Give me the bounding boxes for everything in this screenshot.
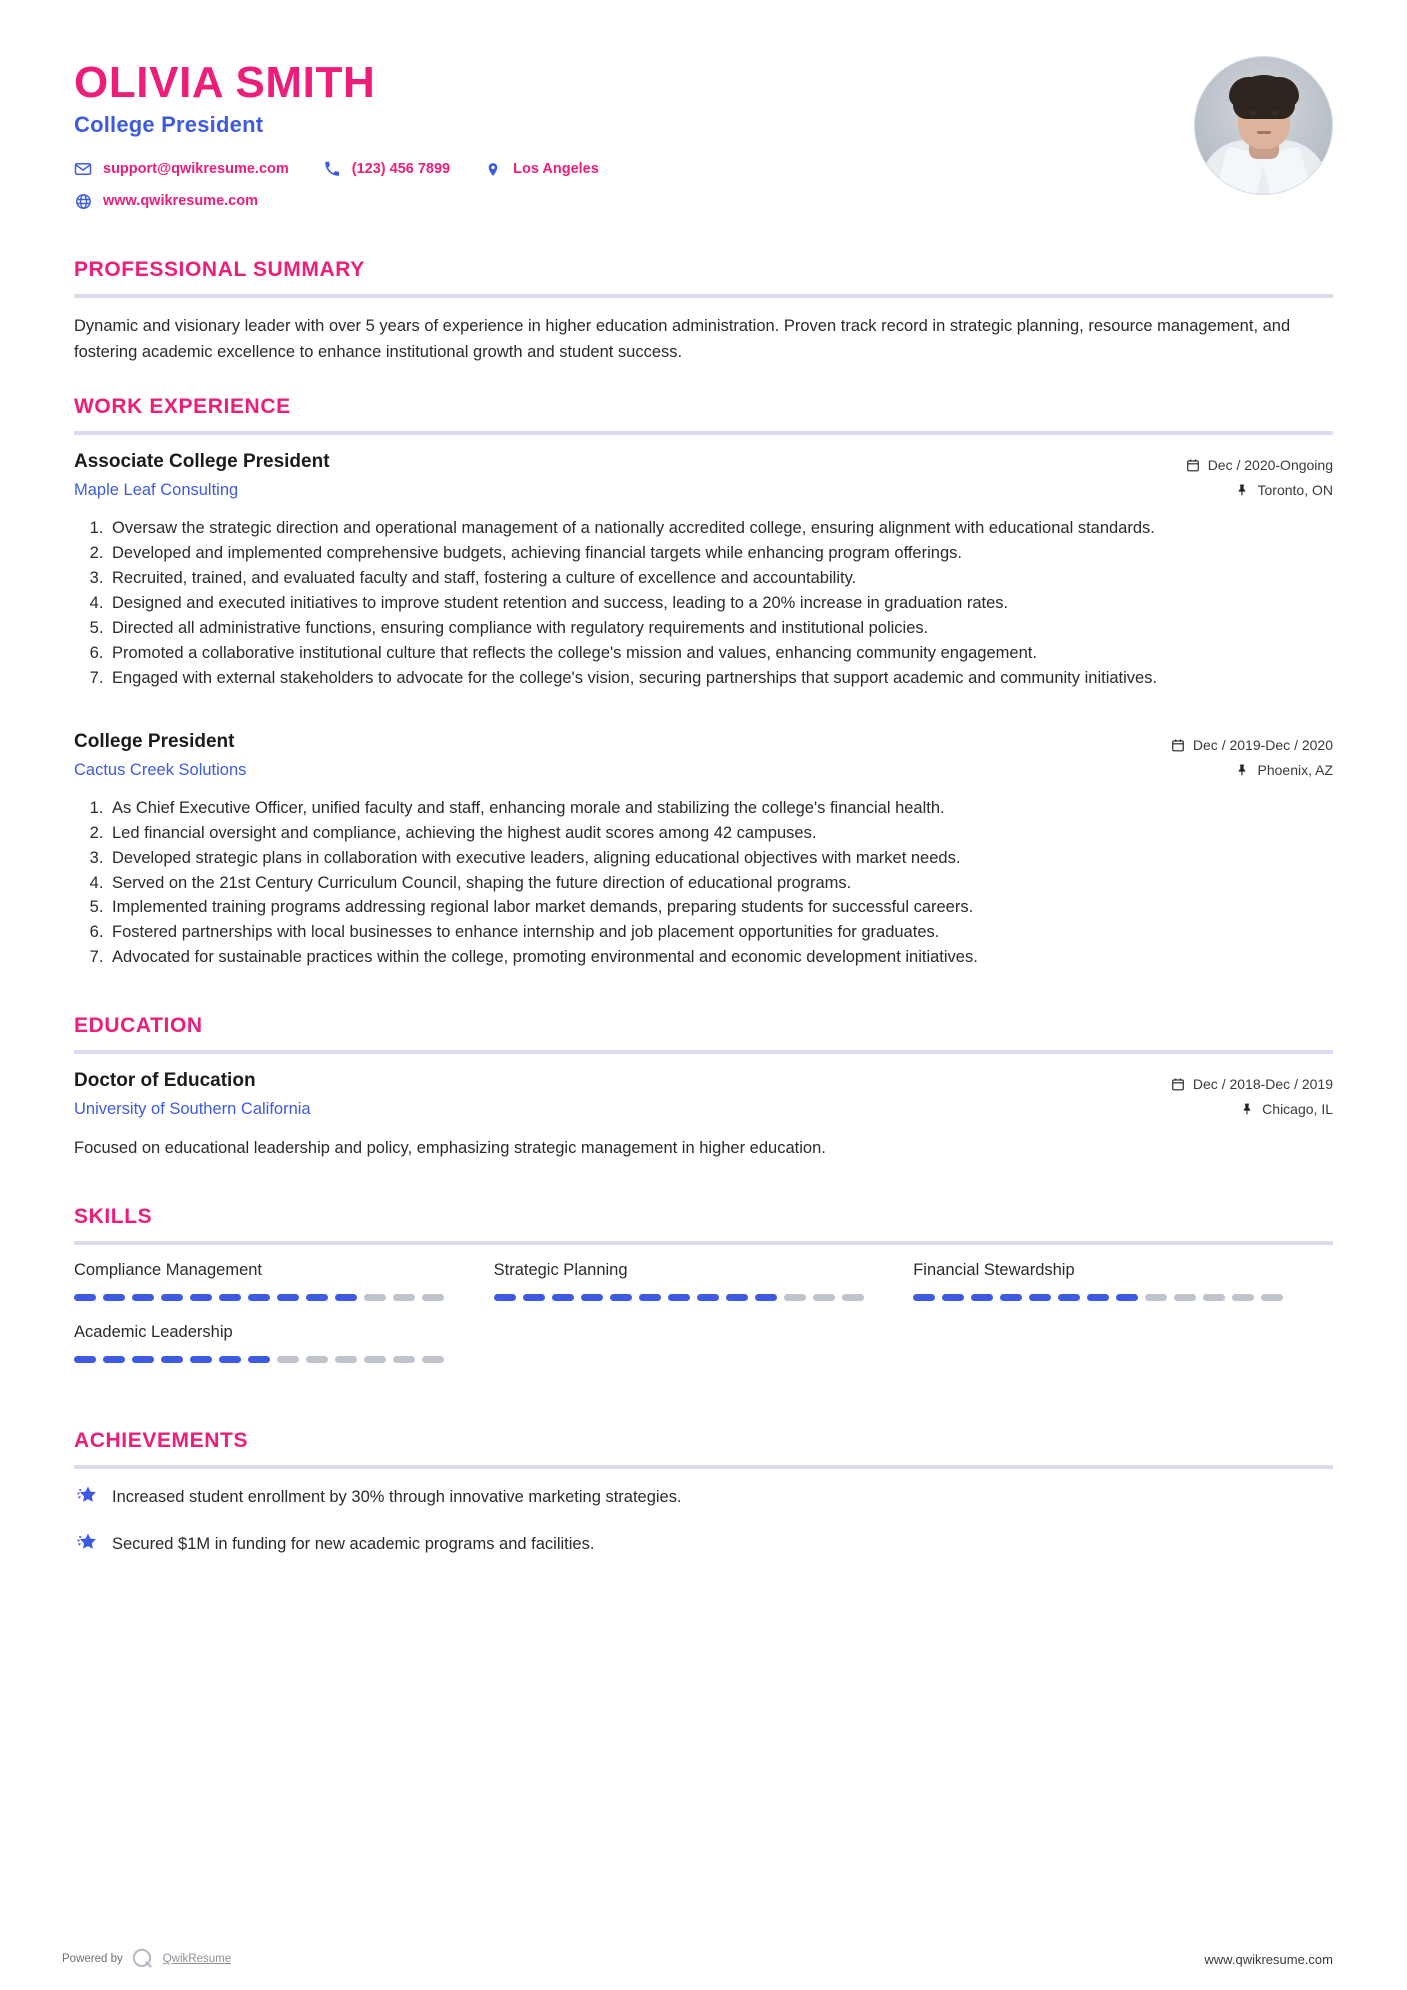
summary-text: Dynamic and visionary leader with over 5 years of experience in higher education administration. Proven track record in strategic planning, resource management, and fostering academic excellence to enhance institutional growth and student success. bbox=[74, 317, 1291, 361]
list-item: 5. Directed all administrative functions, ensuring compliance with regulatory requirements and institutional policies. bbox=[108, 617, 1333, 641]
skill-segment bbox=[639, 1294, 661, 1301]
skill-item bbox=[494, 1261, 914, 1301]
list-item: 1. As Chief Executive Officer, unified faculty and staff, enhancing morale and stabilizing the college's financial health. bbox=[108, 797, 1333, 821]
pushpin-icon bbox=[1236, 763, 1250, 777]
section-divider bbox=[74, 1050, 1333, 1054]
list-item bbox=[74, 1532, 1333, 1557]
experience-entry bbox=[74, 731, 1333, 970]
contact-phone[interactable] bbox=[323, 160, 450, 178]
skill-segment bbox=[1232, 1294, 1254, 1301]
skill-segment bbox=[393, 1356, 415, 1363]
experience-entry-left bbox=[74, 451, 1186, 504]
list-item: 7. Advocated for sustainable practices within the college, promoting environmental and economic development initiatives. bbox=[108, 946, 1333, 970]
list-item: 4. Served on the 21st Century Curriculum Council, shaping the future direction of educational programs. bbox=[108, 872, 1333, 896]
experience-entry-right bbox=[1171, 731, 1333, 787]
contact-website[interactable] bbox=[74, 192, 258, 210]
contact-phone-label: (123) 456 7899 bbox=[351, 161, 451, 178]
list-item: 2. Developed and implemented comprehensive budgets, achieving financial targets while enhancing program offerings. bbox=[108, 542, 1333, 566]
list-item bbox=[74, 1485, 1333, 1510]
skill-label: Compliance Management bbox=[74, 1260, 263, 1279]
skill-segment bbox=[1174, 1294, 1196, 1301]
section-title-education: EDUCATION bbox=[74, 1014, 203, 1038]
avatar bbox=[1194, 56, 1333, 195]
experience-job-title: College President bbox=[74, 730, 235, 752]
section-divider bbox=[74, 1241, 1333, 1245]
list-item: 2. Led financial oversight and compliance, achieving the highest audit scores among 42 campuses. bbox=[108, 822, 1333, 846]
map-pin-icon bbox=[484, 160, 502, 178]
skill-segment bbox=[219, 1356, 241, 1363]
list-item: 7. Engaged with external stakeholders to advocate for the college's vision, securing partnerships that support academic and community initiatives. bbox=[108, 667, 1333, 691]
skill-segment bbox=[581, 1294, 603, 1301]
skill-segment bbox=[494, 1294, 516, 1301]
skill-segment bbox=[306, 1294, 328, 1301]
skill-segment bbox=[1000, 1294, 1022, 1301]
experience-entry-left bbox=[74, 731, 1171, 784]
skill-segment bbox=[697, 1294, 719, 1301]
skill-item bbox=[74, 1323, 494, 1363]
section-education bbox=[74, 1014, 1333, 1161]
experience-location-label: Phoenix, AZ bbox=[1257, 761, 1333, 778]
section-achievements bbox=[74, 1429, 1333, 1557]
skill-segment bbox=[364, 1356, 386, 1363]
skill-segment bbox=[942, 1294, 964, 1301]
skill-segment bbox=[132, 1356, 154, 1363]
experience-date bbox=[1171, 737, 1333, 753]
skill-segment bbox=[161, 1294, 183, 1301]
experience-location-label: Toronto, ON bbox=[1257, 482, 1333, 499]
experience-entry-header bbox=[74, 731, 1333, 787]
skill-segment bbox=[1203, 1294, 1225, 1301]
experience-entry bbox=[74, 451, 1333, 690]
header-left-column bbox=[74, 52, 1194, 224]
skill-segment bbox=[1261, 1294, 1283, 1301]
contact-row-primary bbox=[74, 160, 1194, 178]
section-title-summary: PROFESSIONAL SUMMARY bbox=[74, 258, 365, 282]
pushpin-icon bbox=[1236, 483, 1250, 497]
skill-rating-bar bbox=[74, 1356, 460, 1363]
avatar-image bbox=[1195, 57, 1332, 194]
skill-item bbox=[913, 1261, 1333, 1301]
qwikresume-logo-icon bbox=[130, 1946, 156, 1972]
skill-segment bbox=[132, 1294, 154, 1301]
skill-segment bbox=[190, 1356, 212, 1363]
skill-segment bbox=[842, 1294, 864, 1301]
skill-segment bbox=[552, 1294, 574, 1301]
contact-website-label: www.qwikresume.com bbox=[103, 193, 258, 210]
page-footer bbox=[62, 1946, 1333, 1972]
skill-segment bbox=[335, 1294, 357, 1301]
skill-segment bbox=[335, 1356, 357, 1363]
skill-segment bbox=[277, 1356, 299, 1363]
experience-entry-right bbox=[1186, 451, 1333, 507]
list-item: 1. Oversaw the strategic direction and operational management of a nationally accredited college, ensuring alignment with educational standards. bbox=[108, 517, 1333, 541]
skill-segment bbox=[1145, 1294, 1167, 1301]
skill-segment bbox=[364, 1294, 386, 1301]
section-divider bbox=[74, 294, 1333, 298]
experience-job-title: Associate College President bbox=[74, 451, 330, 473]
education-degree: Doctor of Education bbox=[74, 1070, 256, 1092]
education-date-label: Dec / 2018-Dec / 2019 bbox=[1192, 1076, 1333, 1093]
skill-segment bbox=[190, 1294, 212, 1301]
skill-segment bbox=[523, 1294, 545, 1301]
skill-segment bbox=[248, 1294, 270, 1301]
education-entry-left bbox=[74, 1070, 1171, 1123]
skill-segment bbox=[219, 1294, 241, 1301]
experience-date bbox=[1186, 457, 1333, 473]
section-skills bbox=[74, 1205, 1333, 1385]
contact-location bbox=[484, 160, 599, 178]
skill-rating-bar bbox=[494, 1294, 880, 1301]
list-item: 3. Recruited, trained, and evaluated faculty and staff, fostering a culture of excellence and accountability. bbox=[108, 567, 1333, 591]
skill-segment bbox=[422, 1294, 444, 1301]
skill-segment bbox=[813, 1294, 835, 1301]
experience-bullet-list bbox=[74, 797, 1333, 970]
list-item: 3. Developed strategic plans in collaboration with executive leaders, aligning educational objectives with market needs. bbox=[108, 847, 1333, 871]
education-date bbox=[1171, 1076, 1333, 1092]
job-role-subtitle: College President bbox=[74, 112, 264, 138]
skill-segment bbox=[971, 1294, 993, 1301]
skill-segment bbox=[1029, 1294, 1051, 1301]
achievement-text: Increased student enrollment by 30% through innovative marketing strategies. bbox=[112, 1487, 682, 1506]
section-divider bbox=[74, 431, 1333, 435]
footer-powered-by-label: Powered by bbox=[62, 1953, 123, 1965]
skill-label: Financial Stewardship bbox=[913, 1260, 1075, 1279]
list-item: 4. Designed and executed initiatives to improve student retention and success, leading to a 20% increase in graduation rates. bbox=[108, 592, 1333, 616]
footer-brand-label[interactable]: QwikResume bbox=[162, 1953, 232, 1965]
page-title: OLIVIA SMITH bbox=[74, 58, 376, 107]
calendar-icon bbox=[1171, 738, 1185, 752]
footer-branding bbox=[62, 1946, 231, 1972]
calendar-icon bbox=[1171, 1077, 1185, 1091]
skill-rating-bar bbox=[913, 1294, 1299, 1301]
pushpin-icon bbox=[1240, 1102, 1254, 1116]
resume-header bbox=[74, 52, 1333, 224]
envelope-icon bbox=[74, 160, 92, 178]
experience-date-label: Dec / 2020-Ongoing bbox=[1207, 457, 1333, 474]
education-entry bbox=[74, 1070, 1333, 1161]
experience-location bbox=[1186, 482, 1333, 498]
skill-segment bbox=[913, 1294, 935, 1301]
achievement-text: Secured $1M in funding for new academic programs and facilities. bbox=[112, 1534, 595, 1553]
section-work-experience bbox=[74, 395, 1333, 970]
section-divider bbox=[74, 1465, 1333, 1469]
skill-segment bbox=[1116, 1294, 1138, 1301]
education-location-label: Chicago, IL bbox=[1262, 1101, 1333, 1118]
skill-rating-bar bbox=[74, 1294, 460, 1301]
skill-segment bbox=[103, 1294, 125, 1301]
contact-row-secondary bbox=[74, 192, 1194, 210]
skill-segment bbox=[306, 1356, 328, 1363]
skill-segment bbox=[610, 1294, 632, 1301]
experience-date-label: Dec / 2019-Dec / 2020 bbox=[1192, 736, 1333, 753]
skill-segment bbox=[422, 1356, 444, 1363]
skill-segment bbox=[103, 1356, 125, 1363]
section-title-experience: WORK EXPERIENCE bbox=[74, 395, 291, 419]
skill-segment bbox=[784, 1294, 806, 1301]
skill-item bbox=[74, 1261, 494, 1301]
calendar-icon bbox=[1186, 458, 1200, 472]
education-entry-right bbox=[1171, 1070, 1333, 1126]
skill-segment bbox=[1087, 1294, 1109, 1301]
skill-segment bbox=[74, 1356, 96, 1363]
skill-segment bbox=[161, 1356, 183, 1363]
footer-website[interactable]: www.qwikresume.com bbox=[1204, 1951, 1333, 1967]
star-icon bbox=[74, 1484, 98, 1508]
section-title-skills: SKILLS bbox=[74, 1204, 153, 1228]
experience-company: Maple Leaf Consulting bbox=[74, 481, 239, 500]
skill-segment bbox=[277, 1294, 299, 1301]
skill-segment bbox=[74, 1294, 96, 1301]
skill-segment bbox=[393, 1294, 415, 1301]
skills-grid bbox=[74, 1261, 1333, 1385]
contact-email[interactable] bbox=[74, 160, 289, 178]
skill-segment bbox=[1058, 1294, 1080, 1301]
list-item: 6. Promoted a collaborative institutional culture that reflects the college's mission and values, enhancing community engagement. bbox=[108, 642, 1333, 666]
education-school: University of Southern California bbox=[74, 1100, 311, 1119]
section-professional-summary bbox=[74, 258, 1333, 365]
experience-company: Cactus Creek Solutions bbox=[74, 760, 247, 779]
skill-segment bbox=[248, 1356, 270, 1363]
skill-label: Strategic Planning bbox=[493, 1260, 628, 1279]
achievements-list bbox=[74, 1485, 1333, 1557]
experience-bullet-list bbox=[74, 517, 1333, 690]
skill-segment bbox=[726, 1294, 748, 1301]
contact-email-label: support@qwikresume.com bbox=[103, 161, 289, 178]
experience-entry-header bbox=[74, 451, 1333, 507]
section-title-achievements: ACHIEVEMENTS bbox=[74, 1428, 249, 1452]
phone-icon bbox=[323, 160, 341, 178]
education-description: Focused on educational leadership and policy, emphasizing strategic management in higher education. bbox=[74, 1139, 826, 1158]
star-icon bbox=[74, 1531, 98, 1555]
skill-segment bbox=[668, 1294, 690, 1301]
globe-icon bbox=[74, 192, 92, 210]
contact-location-label: Los Angeles bbox=[513, 161, 599, 178]
experience-location bbox=[1171, 762, 1333, 778]
list-item: 5. Implemented training programs addressing regional labor market demands, preparing students for successful careers. bbox=[108, 896, 1333, 920]
education-location bbox=[1171, 1101, 1333, 1117]
skill-label: Academic Leadership bbox=[74, 1322, 233, 1341]
skill-segment bbox=[755, 1294, 777, 1301]
list-item: 6. Fostered partnerships with local businesses to enhance internship and job placement opportunities for graduates. bbox=[108, 921, 1333, 945]
education-entry-header bbox=[74, 1070, 1333, 1126]
